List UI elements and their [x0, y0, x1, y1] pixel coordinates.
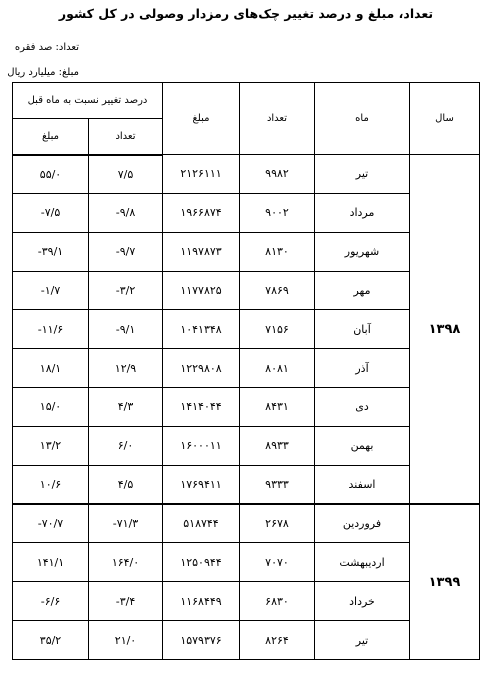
amount-cell — [163, 271, 240, 310]
amount-cell — [163, 155, 240, 194]
pct-amount-cell — [13, 388, 89, 427]
month-cell-text: اسفند — [348, 477, 376, 491]
amount-cell — [163, 388, 240, 427]
amount-cell-text: ۱۷۶۹۴۱۱ — [180, 477, 222, 491]
month-cell — [315, 349, 410, 388]
pct-amount-cell-text: ۳۵/۲ — [39, 633, 62, 647]
month-cell-text: مهر — [353, 283, 371, 297]
pct-amount-cell-text: -۱۱/۶ — [37, 322, 64, 336]
count-cell — [240, 388, 315, 427]
month-cell-text: دی — [355, 400, 369, 414]
count-cell — [240, 582, 315, 621]
table-row — [13, 232, 480, 271]
month-cell — [315, 193, 410, 232]
header-year: سال — [410, 83, 480, 155]
month-cell-text: تیر — [355, 633, 369, 647]
amount-cell — [163, 193, 240, 232]
pct-amount-cell-text: -۷۰/۷ — [37, 517, 64, 531]
count-unit-note: تعداد: صد فقره — [14, 42, 79, 53]
month-cell — [315, 465, 410, 504]
count-cell-text: ۸۱۳۰ — [265, 245, 289, 259]
count-cell — [240, 271, 315, 310]
pct-amount-cell — [13, 155, 89, 194]
pct-count-cell — [89, 193, 163, 232]
pct-count-cell — [89, 155, 163, 194]
month-cell-text: آذر — [355, 361, 369, 375]
header-amount: مبلغ — [163, 83, 240, 155]
pct-count-cell-text: -۹/۱ — [115, 322, 136, 336]
month-cell — [315, 155, 410, 194]
pct-count-cell-text: ۴/۳ — [117, 400, 134, 414]
month-cell-text: اردیبهشت — [339, 555, 385, 569]
amount-cell — [163, 582, 240, 621]
pct-amount-cell-text: ۵۵/۰ — [39, 167, 62, 181]
table-row — [13, 582, 480, 621]
amount-cell-text: ۱۲۲۹۸۰۸ — [180, 361, 222, 375]
header-count: تعداد — [240, 83, 315, 155]
pct-count-cell-text: -۳/۲ — [115, 283, 136, 297]
month-cell — [315, 504, 410, 543]
amount-cell — [163, 310, 240, 349]
table-row — [13, 193, 480, 232]
amount-cell-text: ۲۱۲۶۱۱۱ — [180, 167, 222, 181]
month-cell — [315, 426, 410, 465]
amount-cell-text: ۱۱۷۷۸۲۵ — [180, 283, 222, 297]
amount-cell-text: ۱۹۶۶۸۷۴ — [180, 206, 222, 220]
pct-amount-cell-text: ۱۵/۰ — [39, 400, 62, 414]
count-cell-text: ۸۲۶۴ — [265, 633, 289, 647]
header-change-count: تعداد — [89, 119, 163, 155]
month-cell — [315, 543, 410, 582]
count-cell-text: ۶۸۳۰ — [265, 594, 289, 608]
month-cell-text: مرداد — [349, 206, 375, 220]
pct-count-cell — [89, 349, 163, 388]
amount-cell — [163, 621, 240, 660]
month-cell — [315, 621, 410, 660]
count-cell — [240, 426, 315, 465]
count-cell-text: ۷۱۵۶ — [265, 322, 289, 336]
month-cell-text: آبان — [353, 322, 371, 336]
count-cell-text: ۹۹۸۲ — [265, 167, 289, 181]
pct-amount-cell-text: -۳۹/۱ — [37, 245, 64, 259]
pct-amount-cell — [13, 193, 89, 232]
pct-count-cell — [89, 621, 163, 660]
pct-amount-cell — [13, 232, 89, 271]
year-cell: ۱۳۹۹ — [410, 504, 480, 659]
amount-cell-text: ۱۴۱۴۰۴۴ — [180, 400, 222, 414]
count-cell — [240, 543, 315, 582]
month-cell-text: شهریور — [344, 245, 380, 259]
count-cell-text: ۸۹۳۳ — [265, 439, 289, 453]
pct-count-cell — [89, 232, 163, 271]
count-cell — [240, 193, 315, 232]
pct-amount-cell — [13, 426, 89, 465]
pct-amount-cell — [13, 582, 89, 621]
amount-cell — [163, 426, 240, 465]
pct-count-cell-text: ۲۱/۰ — [114, 633, 137, 647]
table-row — [13, 310, 480, 349]
table-row — [13, 155, 480, 194]
pct-amount-cell — [13, 465, 89, 504]
count-cell-text: ۸۴۳۱ — [265, 400, 289, 414]
count-cell-text: ۷۸۶۹ — [265, 283, 289, 297]
month-cell — [315, 388, 410, 427]
pct-count-cell — [89, 271, 163, 310]
pct-count-cell — [89, 426, 163, 465]
count-cell-text: ۷۰۷۰ — [265, 555, 289, 569]
pct-amount-cell — [13, 349, 89, 388]
table-row — [13, 388, 480, 427]
amount-cell — [163, 232, 240, 271]
pct-count-cell-text: ۱۲/۹ — [114, 361, 137, 375]
amount-cell-text: ۱۰۴۱۳۴۸ — [180, 322, 222, 336]
table-row — [13, 349, 480, 388]
pct-amount-cell — [13, 504, 89, 543]
table-row — [13, 271, 480, 310]
count-cell-text: ۹۰۰۲ — [265, 206, 289, 220]
amount-unit-note: مبلغ: میلیارد ریال — [7, 67, 79, 78]
month-cell-text: فروردین — [342, 517, 382, 531]
pct-amount-cell — [13, 543, 89, 582]
pct-count-cell-text: ۷/۵ — [117, 167, 134, 181]
month-cell-text: بهمن — [350, 439, 374, 453]
table-body — [13, 155, 480, 660]
month-cell — [315, 582, 410, 621]
count-cell — [240, 349, 315, 388]
page-title: تعداد، مبلغ و درصد تغییر چک‌های رمزدار وصولی در کل کشور — [58, 6, 434, 21]
table-row — [13, 504, 480, 543]
amount-cell — [163, 504, 240, 543]
table-row — [13, 465, 480, 504]
count-cell — [240, 465, 315, 504]
amount-cell — [163, 543, 240, 582]
table-row — [13, 543, 480, 582]
amount-cell-text: ۵۱۸۷۴۴ — [183, 517, 219, 531]
pct-amount-cell-text: ۱۰/۶ — [39, 477, 62, 491]
pct-amount-cell — [13, 310, 89, 349]
pct-amount-cell — [13, 271, 89, 310]
table-row — [13, 621, 480, 660]
pct-count-cell — [89, 310, 163, 349]
pct-count-cell — [89, 388, 163, 427]
amount-cell-text: ۱۱۹۷۸۷۳ — [180, 245, 222, 259]
count-cell-text: ۸۰۸۱ — [265, 361, 289, 375]
count-cell-text: ۹۳۳۳ — [265, 477, 289, 491]
pct-count-cell-text: ۴/۵ — [117, 477, 134, 491]
month-cell — [315, 232, 410, 271]
amount-cell — [163, 465, 240, 504]
table-row — [13, 426, 480, 465]
count-cell — [240, 155, 315, 194]
count-cell — [240, 621, 315, 660]
count-cell — [240, 310, 315, 349]
pct-count-cell-text: ۶/۰ — [117, 439, 134, 453]
pct-amount-cell-text: -۶/۶ — [40, 594, 61, 608]
month-cell-text: تیر — [355, 167, 369, 181]
pct-count-cell — [89, 543, 163, 582]
pct-count-cell — [89, 504, 163, 543]
header-month: ماه — [315, 83, 410, 155]
pct-count-cell — [89, 465, 163, 504]
amount-cell-text: ۱۲۵۰۹۴۴ — [180, 555, 222, 569]
pct-count-cell-text: -۷۱/۳ — [112, 517, 139, 531]
count-cell-text: ۲۶۷۸ — [265, 517, 289, 531]
pct-amount-cell — [13, 621, 89, 660]
header-change-amount: مبلغ — [13, 119, 89, 155]
pct-count-cell-text: ۱۶۴/۰ — [111, 555, 140, 569]
pct-amount-cell-text: -۱/۷ — [40, 283, 61, 297]
header-change-group: درصد تغییر نسبت به ماه قبل — [13, 83, 163, 119]
month-cell — [315, 310, 410, 349]
pct-count-cell-text: -۹/۷ — [115, 245, 136, 259]
amount-cell — [163, 349, 240, 388]
pct-amount-cell-text: -۷/۵ — [40, 206, 61, 220]
pct-count-cell-text: -۳/۴ — [115, 594, 136, 608]
pct-count-cell — [89, 582, 163, 621]
amount-cell-text: ۱۵۷۹۳۷۶ — [180, 633, 222, 647]
pct-amount-cell-text: ۱۴۱/۱ — [36, 555, 65, 569]
count-cell — [240, 232, 315, 271]
month-cell-text: خرداد — [349, 594, 375, 608]
count-cell — [240, 504, 315, 543]
pct-amount-cell-text: ۱۳/۲ — [39, 439, 62, 453]
checks-table — [12, 82, 480, 660]
pct-count-cell-text: -۹/۸ — [115, 206, 136, 220]
amount-cell-text: ۱۱۶۸۴۴۹ — [180, 594, 222, 608]
month-cell — [315, 271, 410, 310]
amount-cell-text: ۱۶۰۰۰۱۱ — [180, 439, 222, 453]
pct-amount-cell-text: ۱۸/۱ — [39, 361, 62, 375]
year-cell: ۱۳۹۸ — [410, 155, 480, 505]
